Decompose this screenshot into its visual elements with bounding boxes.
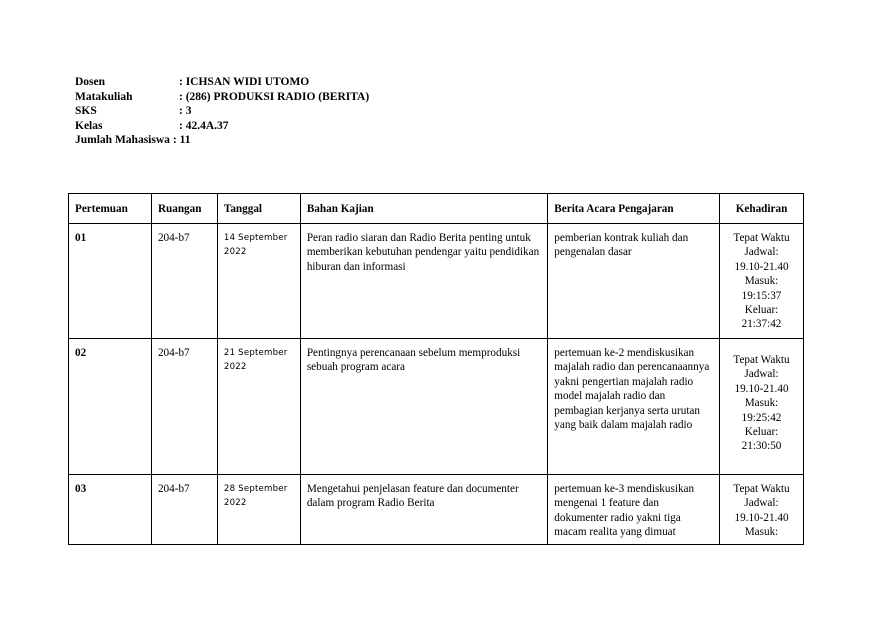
matakuliah-value: : (286) PRODUKSI RADIO (BERITA) [179, 90, 370, 103]
pertemuan-cell: 03 [69, 475, 152, 545]
kehadiran-cell [720, 339, 804, 475]
matakuliah-label: Matakuliah [75, 90, 133, 103]
ruangan-cell: 204-b7 [151, 224, 217, 339]
kehadiran-masuk-value: 19:15:37 [741, 289, 782, 302]
kelas-label: Kelas [75, 119, 103, 132]
kehadiran-keluar-value: 21:37:42 [741, 318, 782, 331]
dosen-value: : ICHSAN WIDI UTOMO [179, 76, 310, 88]
berita-acara-cell: pemberian kontrak kuliah dan pengenalan dasar [548, 224, 720, 339]
kehadiran-jadwal-value: 19.10-21.40 [734, 260, 789, 273]
kehadiran-masuk-label: Masuk: [744, 526, 779, 539]
header-tanggal: Tanggal [217, 194, 300, 224]
info-row-kelas [75, 119, 369, 134]
kehadiran-jadwal-label: Jadwal: [744, 368, 779, 381]
header-ruangan: Ruangan [151, 194, 217, 224]
ruangan-cell: 204-b7 [151, 339, 217, 475]
sks-label: SKS [75, 105, 97, 117]
kehadiran-masuk-label: Masuk: [744, 397, 779, 410]
dosen-label: Dosen [75, 76, 106, 88]
kehadiran-jadwal-value: 19.10-21.40 [734, 511, 789, 524]
header-berita-acara: Berita Acara Pengajaran [548, 194, 720, 224]
kehadiran-masuk-value: 19:25:42 [741, 411, 782, 424]
info-row-sks [75, 104, 369, 119]
kehadiran-keluar-label: Keluar: [744, 304, 779, 317]
header-kehadiran: Kehadiran [720, 194, 804, 224]
kehadiran-status: Tepat Waktu [733, 232, 790, 244]
kehadiran-cell [720, 224, 804, 339]
kehadiran-jadwal-value: 19.10-21.40 [734, 382, 789, 395]
kehadiran-jadwal-label: Jadwal: [744, 497, 779, 510]
bahan-kajian-cell: Pentingnya perencanaan sebelum memproduksi sebuah program acara [300, 339, 547, 475]
tanggal-cell: 14 September 2022 [217, 224, 300, 339]
bahan-kajian-cell: Mengetahui penjelasan feature dan documenter dalam program Radio Berita [300, 475, 547, 545]
attendance-table [68, 193, 804, 545]
kehadiran-cell [720, 475, 804, 545]
tanggal-cell: 28 September 2022 [217, 475, 300, 545]
berita-acara-cell: pertemuan ke-2 mendiskusikan majalah radio dan perencanaannya yakni pengertian majalah radio model majalah radio dan pembagian kerjanya serta urutan yang baik dalam majalah radio [548, 339, 720, 475]
course-info [75, 75, 369, 148]
kehadiran-status: Tepat Waktu [733, 354, 790, 366]
info-row-jumlah [75, 133, 369, 148]
jumlah-value: : 11 [172, 134, 191, 146]
table-row [69, 339, 804, 475]
pertemuan-cell: 01 [69, 224, 152, 339]
kehadiran-keluar-label: Keluar: [744, 426, 779, 439]
jumlah-label: Jumlah Mahasiswa [75, 134, 170, 146]
pertemuan-cell: 02 [69, 339, 152, 475]
header-bahan-kajian: Bahan Kajian [300, 194, 547, 224]
bahan-kajian-cell: Peran radio siaran dan Radio Berita penting untuk memberikan kebutuhan pendengar yaitu pendidikan hiburan dan informasi [300, 224, 547, 339]
info-row-matakuliah [75, 90, 369, 105]
kehadiran-keluar-value: 21:30:50 [741, 440, 782, 453]
kelas-value: : 42.4A.37 [179, 119, 229, 132]
kehadiran-masuk-label: Masuk: [744, 275, 779, 288]
header-pertemuan: Pertemuan [69, 194, 152, 224]
kehadiran-status: Tepat Waktu [733, 483, 790, 495]
table-header-row [69, 194, 804, 224]
tanggal-cell: 21 September 2022 [217, 339, 300, 475]
kehadiran-jadwal-label: Jadwal: [744, 246, 779, 259]
table-row [69, 475, 804, 545]
info-row-dosen [75, 75, 369, 90]
berita-acara-cell: pertemuan ke-3 mendiskusikan mengenai 1 feature dan dokumenter radio yakni tiga macam realita yang dimuat [548, 475, 720, 545]
sks-value: : 3 [179, 105, 192, 117]
table-row [69, 224, 804, 339]
ruangan-cell: 204-b7 [151, 475, 217, 545]
